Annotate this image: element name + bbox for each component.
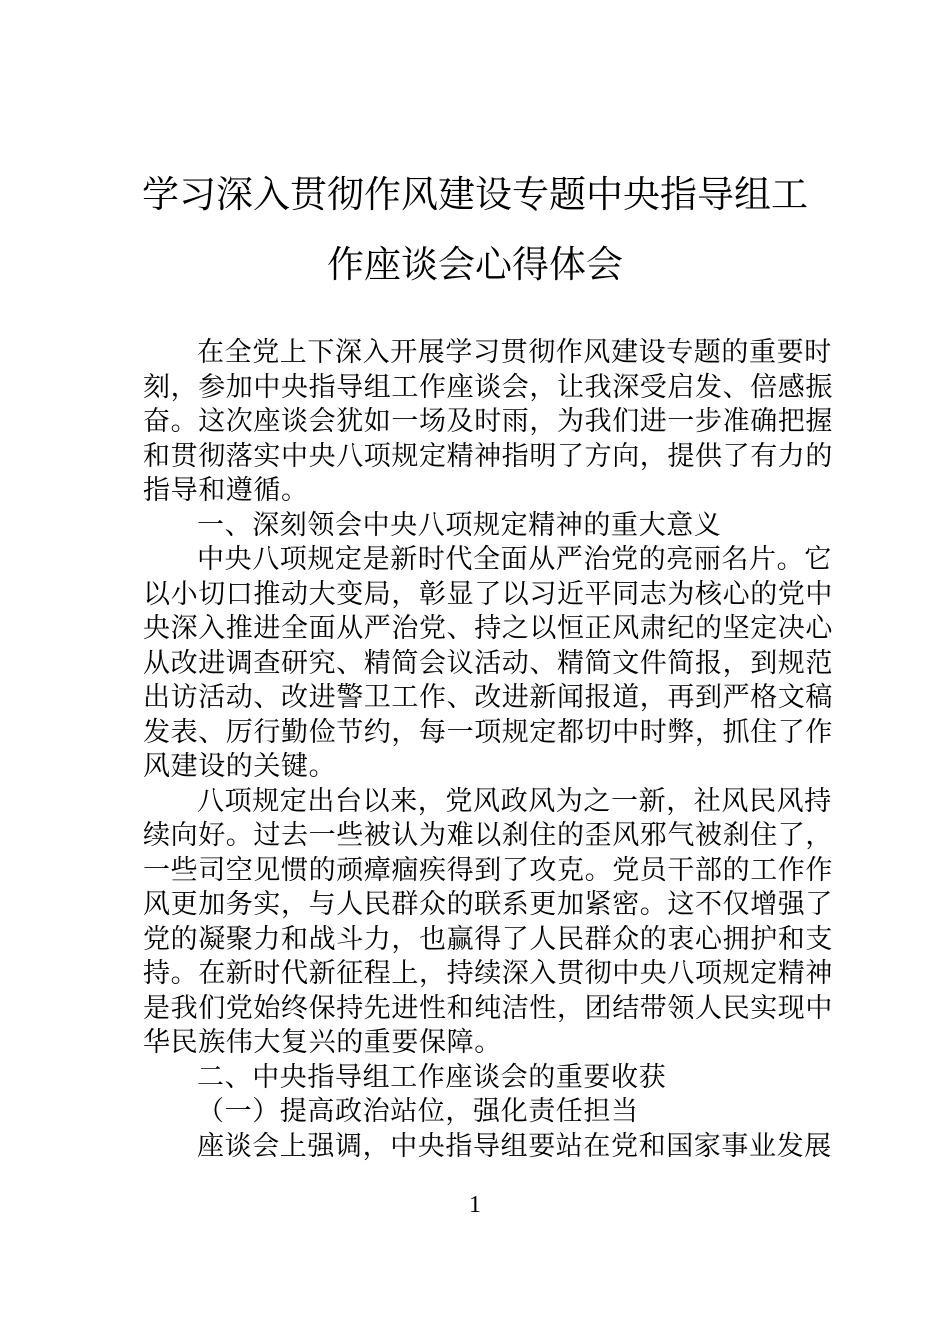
body-line: 华民族伟大复兴的重要保障。	[143, 1027, 502, 1058]
body-line: 在全党上下深入开展学习贯彻作风建设专题的重要时	[197, 337, 832, 368]
body-line: 和贯彻落实中央八项规定精神指明了方向，提供了有力的	[143, 440, 833, 472]
body-line: 是我们党始终保持先进性和纯洁性，团结带领人民实现中	[143, 992, 833, 1024]
body-line: 从改进调查研究、精简会议活动、精简文件简报，到规范	[143, 647, 833, 679]
body-line: 座谈会上强调，中央指导组要站在党和国家事业发展	[197, 1130, 832, 1162]
body-line: 一些司空见惯的顽瘴痼疾得到了攻克。党员干部的工作作	[143, 854, 833, 886]
document-body	[143, 336, 833, 1164]
body-line: 八项规定出台以来，党风政风为之一新，社风民风持	[197, 785, 832, 817]
body-line: 续向好。过去一些被认为难以刹住的歪风邪气被刹住了，	[143, 820, 833, 851]
document-title-line-1: 学习深入贯彻作风建设专题中央指导组工	[142, 173, 808, 216]
body-line: 央深入推进全面从严治党、持之以恒正风肃纪的坚定决心	[143, 613, 833, 644]
body-line: 风更加务实，与人民群众的联系更加紧密。这不仅增强了	[143, 889, 833, 920]
section-heading-2: 二、中央指导组工作座谈会的重要收获	[197, 1061, 667, 1093]
body-line: 风建设的关键。	[143, 751, 337, 782]
section-heading-1: 一、深刻领会中央八项规定精神的重大意义	[197, 509, 722, 541]
page-number: 1	[469, 1192, 481, 1218]
body-line: 出访活动、改进警卫工作、改进新闻报道，再到严格文稿	[143, 682, 833, 713]
document-title-line-2: 作座谈会心得体会	[327, 243, 623, 286]
body-line: 以小切口推动大变局，彰显了以习近平同志为核心的党中	[143, 578, 833, 610]
body-line: 党的凝聚力和战斗力，也赢得了人民群众的衷心拥护和支	[143, 923, 833, 955]
body-line: 持。在新时代新征程上，持续深入贯彻中央八项规定精神	[143, 958, 833, 989]
body-line: 中央八项规定是新时代全面从严治党的亮丽名片。它	[197, 544, 832, 575]
subsection-heading-1: （一）提高政治站位，强化责任担当	[197, 1096, 639, 1127]
body-line: 刻，参加中央指导组工作座谈会，让我深受启发、倍感振	[143, 371, 833, 403]
body-line: 发表、厉行勤俭节约，每一项规定都切中时弊，抓住了作	[143, 716, 833, 748]
body-line: 奋。这次座谈会犹如一场及时雨，为我们进一步准确把握	[143, 406, 833, 437]
body-line: 指导和遵循。	[143, 475, 309, 506]
